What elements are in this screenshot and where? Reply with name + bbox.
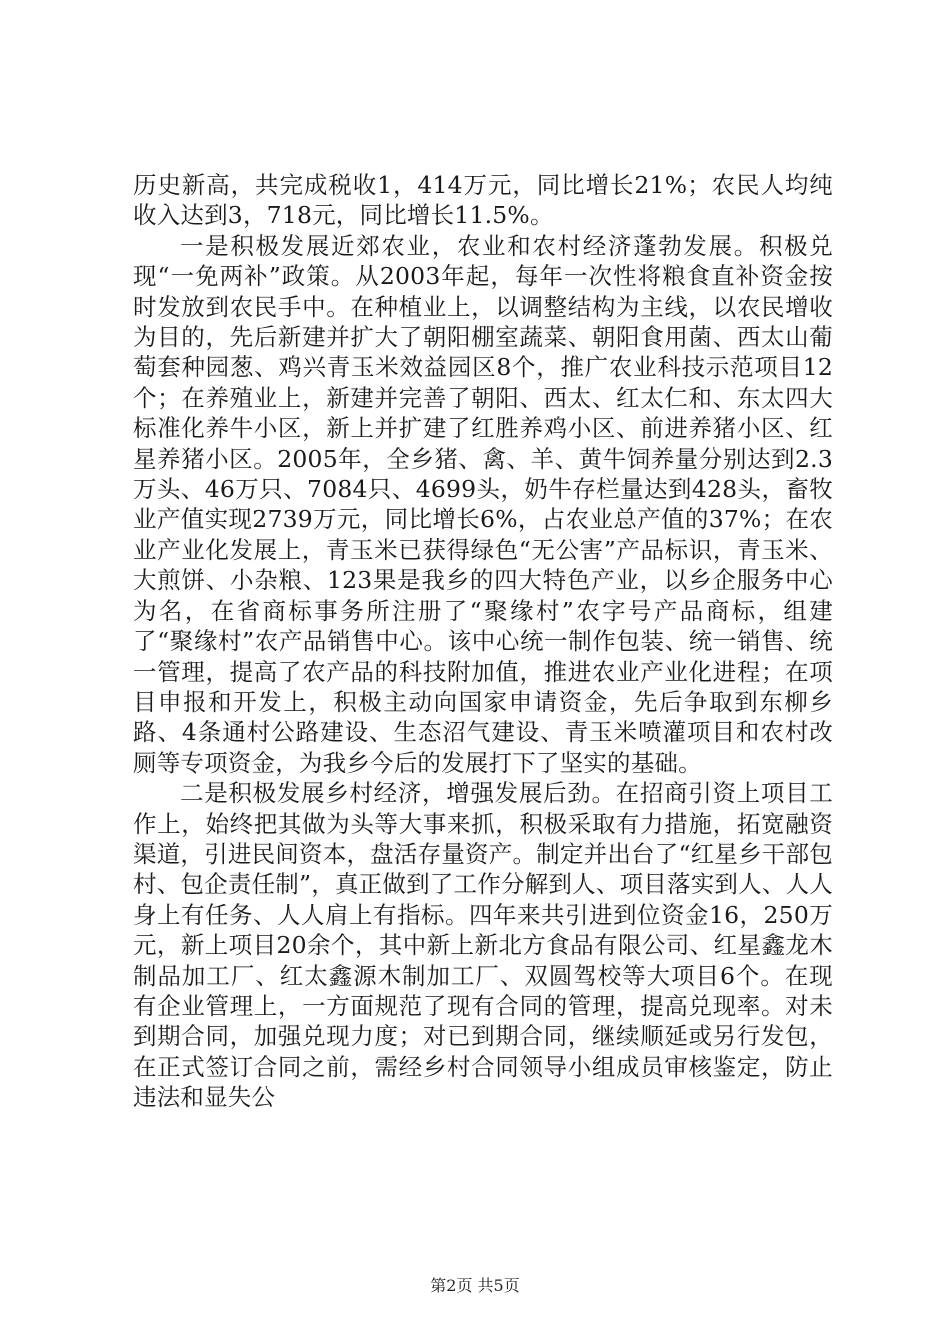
document-body bbox=[133, 170, 833, 1113]
page-footer: 第2页 共5页 bbox=[430, 1276, 520, 1295]
paragraph-rural-economy: 二是积极发展乡村经济，增强发展后劲。在招商引资上项目工作上，始终把其做为头等大事来抓，积极采取有力措施，拓宽融资渠道，引进民间资本，盘活存量资产。制定并出台了“红星乡干部包村、包企责任制”，真正做到了工作分解到人、项目落实到人、人人身上有任务、人人肩上有指标。四年来共引进到位资金16，250万元，新上项目20余个，其中新上新北方食品有限公司、红星鑫龙木制品加工厂、红太鑫源木制加工厂、双圆驾校等大项目6个。在现有企业管理上，一方面规范了现有合同的管理，提高兑现率。对未到期合同，加强兑现力度；对已到期合同，继续顺延或另行发包，在正式签订合同之前，需经乡村合同领导小组成员审核鉴定，防止违法和显失公 bbox=[133, 779, 833, 1112]
paragraph-agriculture: 一是积极发展近郊农业，农业和农村经济蓬勃发展。积极兑现“一免两补”政策。从2003年起，每年一次性将粮食直补资金按时发放到农民手中。在种植业上，以调整结构为主线，以农民增收为目的，先后新建并扩大了朝阳棚室蔬菜、朝阳食用菌、西太山葡萄套种园葱、鸡兴青玉米效益园区8个，推广农业科技示范项目12个；在养殖业上，新建并完善了朝阳、西太、红太仁和、东太四大标准化养牛小区，新上并扩建了红胜养鸡小区、前进养猪小区、红星养猪小区。2005年，全乡猪、禽、羊、黄牛饲养量分别达到2.3万头、46万只、7084只、4699头，奶牛存栏量达到428头，畜牧业产值实现2739万元，同比增长6%，占农业总产值的37%；在农业产业化发展上，青玉米已获得绿色“无公害”产品标识，青玉米、大煎饼、小杂粮、123果是我乡的四大特色产业，以乡企服务中心为名，在省商标事务所注册了“聚缘村”农字号产品商标，组建了“聚缘村”农产品销售中心。该中心统一制作包装、统一销售、统一管理，提高了农产品的科技附加值，推进农业产业化进程；在项目申报和开发上，积极主动向国家申请资金，先后争取到东柳乡路、4条通村公路建设、生态沼气建设、青玉米喷灌项目和农村改厕等专项资金，为我乡今后的发展打下了坚实的基础。 bbox=[133, 231, 833, 777]
paragraph-continuation: 历史新高，共完成税收1，414万元，同比增长21%；农民人均纯收入达到3，718元，同比增长11.5%。 bbox=[133, 171, 833, 230]
